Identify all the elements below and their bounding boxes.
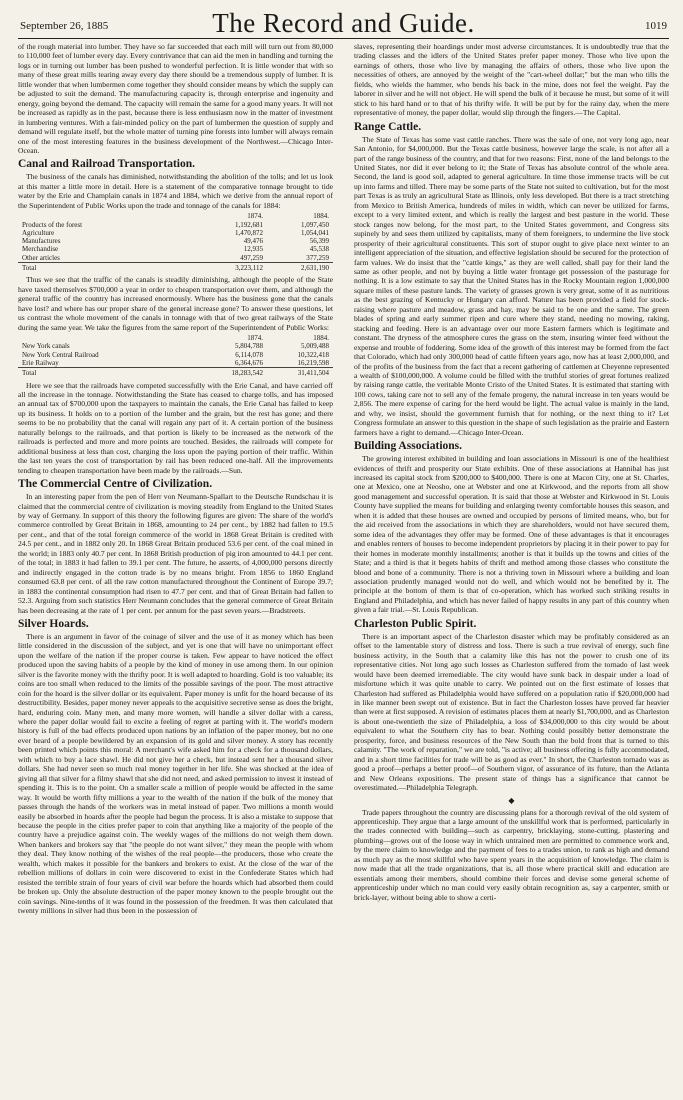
charleston-paragraph: There is an important aspect of the Charleston disaster which may be profitably considered as an offset to the lamentable story of distress and loss. There is such a true revival of energy, such fine business activity, in the South that a calamity like this has not the power to crush one of its representative cities. Not long ago such losses as Charleston suffered from the tornado of last week would have been deemed irremediable. The city would have sunk back in despair under a load of misfortune which it was quite unable to carry. We pointed out on the first estimate of losses that Charleston had suffered as Philadelphia would have suffered on a population ratio if $20,000,000 had in like manner been swept out of existence. But in fact the Charleston losses have proved far heavier than were at first supposed. A revision of estimates places them at nearly $1,700,000, and as Charleston is about one-twentieth the size of Philadelphia, a loss of $34,000,000 to this city would be about equivalent to what the Southern city has to bear. Nothing could possibly better demonstrate the prosperity, force, and business resources of the New South than the bold front that is turned to this calamity. "The work of reparation," we are told, "is active; all business offering is fully accommodated, and in a short time facilities for trade will be as good as ever." In short, the Charleston tornado was as good a proof—perhaps a better proof—of Southern vigor, of assurance of its future, than the Atlanta and New Orleans expositions. The present state of things has a significance that cannot be overestimated.—Philadelphia Telegraph. <box>354 631 669 793</box>
row-value: 3,223,112 <box>201 263 267 273</box>
table-row <box>18 342 333 350</box>
row-label: Total <box>18 263 201 273</box>
row-value: 10,322,418 <box>297 350 329 359</box>
row-label: Total <box>18 368 201 378</box>
page-number: 1019 <box>645 20 667 32</box>
row-label: New York canals <box>22 342 70 351</box>
row-value: 12,935 <box>243 245 263 254</box>
masthead <box>18 6 669 39</box>
row-value: 1,192,681 <box>235 220 263 229</box>
right-column <box>354 42 669 1097</box>
table-year-header: 1884. <box>313 212 329 221</box>
row-value: 16,219,598 <box>297 358 329 367</box>
publication-title: The Record and Guide. <box>212 8 475 38</box>
row-value: 31,411,504 <box>267 368 333 378</box>
table-row <box>18 254 333 263</box>
commercial-paragraph: In an interesting paper from the pen of Herr von Neumann-Spallart to the Deutsche Rundschau it is claimed that the commercial centre of civilization is moving steadily from England to the United States by way of Germany. In support of this theory the following figures are given: The share of the world's commerce controlled by Great Britain in 1868, amounting to 24 per cent., by 1882 had fallen to 19.5 per cent., and that of the total foreign commerce of the world in 1868 Great Britain is credited with 24.5 per cent., and in 1882 only 20. In 1868 Great Britain produced 53.6 per cent. of the coal mined in the world; in 1883 only 40.7 per cent. In 1868 British production of pig iron amounted to 44.1 per cent. of the total; in 1883 it had fallen to 39.1 per cent. The future, he asserts, of 4,000,000 persons directly and indirectly engaged in the cotton trade is by no means bright. From 1856 to 1860 England consumed 63.8 per cent. of all the raw cotton manufactured throughout the Continent of Europe 39.7; in 1883 the continental consumption had risen to 47.7 per cent. and that of Great Britain had fallen to 52.3. Arguing from such statistics Herr Neumann concludes that the general commerce of Great Britain has been decreasing at the rate of 1 per cent. per annum for the past seven years.—Bradstreets. <box>18 492 333 615</box>
section-divider-ornament: ◆ <box>508 795 515 805</box>
table-row <box>18 221 333 229</box>
building-associations-paragraph: The growing interest exhibited in building and loan associations in Missouri is one of the healthiest evidences of thrift and prosperity our State exhibits. One of these associations at Hannibal has just increased its capital stock from $200,000 to $400,000. There is one at Macon City, one at St. Charles, one at Mexico, one at Neosho, one at Webster and one at Kirkwood, and the reports from all show good management and successful operation. It is said that those at Webster and Kirkwood in St. Louis County have supplied the means for building and enlarging twenty comfortable houses this season, and when it is added that these houses are owned and occupied by persons of limited means, who, but for the aid received from the associations in which they are shareholders, would not have secured them, some idea of the advantages they offer may be formed. One of these advantages is that it encourages and enables renters of houses to become independent proprietors by placing it in their power to pay for their homes in moderate monthly installments; another is that it builds up the towns and cities of the State; and a third is that it begets habits of thrift and method among those classes who constitute the blood and bone of a community. There is not a thriving town in Missouri where a building and loan association prudently managed would not do well, and which would not be benefited by it. The principle at the bottom of them is that of co-operation, which has worked such striking results in England and Philadelphia, and which has never failed of happy results in any part of this country when given a fair trial.—St. Louis Republican. <box>354 454 669 615</box>
table-row <box>18 351 333 359</box>
range-cattle-heading: Range Cattle. <box>354 120 422 133</box>
row-label: Merchandise <box>22 245 59 254</box>
silver-article-tail: slaves, representing their hoardings under most adverse circumstances. It is undoubtedly true that the trading classes and the idlers of the United States prefer paper money. Those who live upon the earnings of others, those who live by managing the affairs of others, those who live upon the necessities of others, are annoyed by the weight of the "cart-wheel dollar;" but the man who tills the fields, who wields the hammer, who bends his back in the mine, does not feel the weight. Pay the laborer in silver and he will not object. He will spend the bulk of it because he must, but some of it will stick to his hard hand or to that of his thrifty wife. It will be put by for the rainy day, when the mere representative of money, the paper dollar, would slip through the fingers.—The Capital. <box>354 42 669 118</box>
row-label: Manufactures <box>22 237 61 246</box>
table-row <box>18 245 333 253</box>
row-value: 1,097,450 <box>301 220 329 229</box>
trades-paragraph: Trade papers throughout the country are discussing plans for a thorough revival of the old system of apprenticeship. They argue that a large amount of the unskillful work that is performed, particularly in the trades connected with building—such as carpentry, bricklaying, stone-cutting, plastering and plumbing—grows out of the loose way in which untrained men are permitted to commence work and, by the mere claim to knowledge and the payment of fees to a trades union, to rank as high and demand as much pay as the most skillful who have spent years in the acquisition of knowledge. The claim is now made that all the trade organizations, that is, all those where practical skill and education are essentials among their members, should combine their forces and devise some general scheme of apprenticeship under which no man could very easily obtain recognition as, say a carpenter, smith or brick-layer, without being able to show a certi- <box>354 807 669 902</box>
table-total-row <box>18 368 333 378</box>
row-value: 6,364,676 <box>235 358 263 367</box>
building-associations-heading: Building Associations. <box>354 440 463 453</box>
row-label: Other articles <box>22 253 60 262</box>
row-value: 2,631,190 <box>267 263 333 273</box>
row-value: 1,054,041 <box>301 228 329 237</box>
table-year-header: 1884. <box>313 334 329 343</box>
row-value: 5,804,788 <box>235 342 263 351</box>
row-label: New York Central Railroad <box>22 350 99 359</box>
row-label: Erie Railway <box>22 358 59 367</box>
article-columns <box>18 42 669 1097</box>
issue-date: September 26, 1885 <box>20 20 109 32</box>
row-value: 18,283,542 <box>201 368 267 378</box>
commercial-heading: The Commercial Centre of Civilization. <box>18 478 213 491</box>
table-row <box>18 229 333 237</box>
table-year-header: 1874. <box>247 334 263 343</box>
table-row <box>18 237 333 245</box>
row-label: Agriculture <box>22 228 55 237</box>
row-value: 5,009,488 <box>301 342 329 351</box>
table-total-row <box>18 263 333 273</box>
row-value: 49,476 <box>243 237 263 246</box>
row-value: 377,259 <box>306 253 329 262</box>
row-value: 6,114,078 <box>235 350 263 359</box>
charleston-heading: Charleston Public Spirit. <box>354 617 477 630</box>
left-column <box>18 42 333 1097</box>
row-value: 56,399 <box>309 237 329 246</box>
lumber-article-tail: of the rough material into lumber. They have so far succeeded that each mill will turn out from 80,000 to 110,000 feet of lumber every day. Every contrivance that can aid the men in handling and turning the logs or in turning out lumber has been pushed to wonderful perfection. It is little wonder that with so many of these great mills tearing away every day there should be a tremendous supply of lumber. It is little wonder that when lumbermen come together they should consider means by which the supply can be adjusted to suit the demand. The manufacturing capacity is, through enterprise and ingenuity and energy, going beyond the demand. The capacity will remain the same for a good many years. It will not be increased as rapidly as in the past, because there is less enthusiasm now in the matter of investment in lumbering ventures. With a fair-minded policy on the part of lumbermen the question of supply and demand will regulate itself, but the whole matter of turning pine forests into lumber will always remain one of the most interesting features in the business development of the Northwest.—Chicago Inter-Ocean. <box>18 42 333 155</box>
silver-heading: Silver Hoards. <box>18 617 89 630</box>
canal-paragraph-2: Thus we see that the traffic of the canals is steadily diminishing, although the people of the State have taxed themselves $700,000 a year in order to cheapen transportation over them, and although the general traffic of the country has increased enormously. Where has the business gone that the canals have lost? and where has our proper share of the general increase gone? To answer these questions, let us contrast the whole movement of the canals in tonnage with that of two great railways of the State during the same year. We take the figures from the same report of the Superintendent of Public Works: <box>18 275 333 332</box>
canal-heading: Canal and Railroad Transportation. <box>18 158 196 171</box>
row-label: Products of the forest <box>22 220 83 229</box>
canal-tonnage-table <box>18 212 333 272</box>
table-row <box>18 359 333 368</box>
canal-paragraph-3: Here we see that the railroads have competed successfully with the Erie Canal, and have carried off all the increase in the tonnage. Notwithstanding the State has ceased to charge tolls, and has imposed an annual tax of $700,000 upon the taxpayers to maintain the canals, the Erie Canal has failed to keep up its business. It holds on to a portion of the lumber and the grain, but the rest has gone; and there seems to be no probability that the canal will regain any part of it. A certain portion of the business naturally belongs to the railroads, and that portion is likely to be increased as the network of the railroads is perfected and more and more points are touched. Besides, the railroads will compete for additional business at less than cost, charging the loss upon the paying portion of their traffic. Within the last ten years the cost of transportation by rail has been reduced one-half. All the improvements tending to cheapen transportation have been made by the railroads.—Sun. <box>18 380 333 475</box>
canal-paragraph-1: The business of the canals has diminished, notwithstanding the abolition of the tolls; and let us look at this matter a little more in detail. Here is a statement of the comparative tonnage brought to tide water by the Erie and Champlain canals in 1874 and 1884, which we derive from the annual report of the Superintendent of Public Works upon the trade and tonnage of the canals for 1884: <box>18 172 333 210</box>
row-value: 497,259 <box>240 253 263 262</box>
railway-tonnage-table <box>18 334 333 377</box>
table-year-header: 1874. <box>247 212 263 221</box>
row-value: 1,470,872 <box>235 228 263 237</box>
row-value: 45,538 <box>309 245 329 254</box>
range-cattle-paragraph: The State of Texas has some vast cattle ranches. There was the sale of one, not very long ago, near San Antonio, for $4,000,000. But the Texas cattle business, however large the scale, is not after all a part of the range business of the country, and that for two reasons: First, none of the land belongs to the United States, nor did it ever belong to it; the State of Texas has absolute control of the whole area. Second, the land is good soil, adapted to general agriculture. In time those immense tracts will be cut up into farms and tilled. There may be some parts of the State not suited to cultivation, but for the most part Texas is as truly an agricultural State as Illinois, only less developed. But there is a tract stretching from Mexico to British America, hundreds of miles in width, which can never be utilized for farms, except to a very limited extent, and which is really the largest and best pasture in the world. These stock ranges now belong, for the most part, to the United States government, and Congress sits supinely by and sees them utilized by capitalists, many of them foreigners, to undermine the live stock prosperity of their agricultural constituents. This sort of stupor ought to give place next winter to an intelligent appreciation of the situation, and effective legislation should be secured for the protection of farm values. We do insist that the "cattle kings," as they are well called, shall pay for their land the same as other people, and not by buying a little water frontage get possession of the pasturage for nothing. It is a low estimate to say that the United States has in the Rocky Mountain region 1,000,000 square miles of these pasture lands. The variety of grasses grown is very great, some of it as nutritious as the best grazing of Kentucky or Hungary can afford. Nature has been provided a field for stock-raising where pasture and meadow, grass and hay, may be said to be one and the same. The green blades of spring and early summer ripen and cure where they stand, needing no mowing, raking, stacking and feeding. Here is an advantage over our more Eastern farmers which is legitimate and constant. The dryness of the atmosphere cures the grass on the stem, insuring winter feed without the expense and trouble of foddering. Some idea of the growth of this interest may be formed from the fact that Colorado, which had only 300,000 head of cattle fifteen years ago, now has at least 2,000,000, and of the profits of the business from the fact that a recent gathering of cattlemen at Cheyenne represented a wealth of $100,000,000. A volume could be filled with the truthful stories of great fortunes realized by raising range cattle, the veritable Monte Cristo of the United States. It is estimated that starting with 100 cows, taking care not to sell any of the female progeny, the natural increase in ten years would be 2,856. The mere expense of caring for the herd would be light. The actual value is mainly in the land, and why, we insist, should the government furnish that for nothing, or the next thing to it? Let Congress formulate an answer to this question in the shape of such legislation as the prairie and Eastern farmers have a right to demand.—Chicago Inter-Ocean. <box>354 134 669 437</box>
silver-paragraph: There is an argument in favor of the coinage of silver and the use of it as money which has been little considered in the discussion of the subject, and yet is one that will have no unimportant effect upon the welfare of the nation if the proper course is taken. Few appear to have noticed the effect produced upon the saving habits of a people by the kind of money in use among them. In our opinion silver is the favorite money with the thrifty poor. It is well adapted to hoarding. Gold is too valuable; its coins are too small when reduced to the limits of the possible savings of the poor. The most attractive coin for the hoard is the silver dollar or its equivalent. Paper money is unfit for the hoard because of its destructibility. Besides, paper money never appeals to the acquisitive secretive sense as does the bright, hard, enduring coin. Many men, and many more women, will handle a silver dollar with a caress, where the paper dollar would fail to excite a feeling of regret at parting with it. The world's modern history is full of the bad effects produced upon nations by an inflation of the paper money, but no one ever heard of a people bewildered by an expansion of its gold and silver money. A story has recently been printed which points this moral: A merchant's wife asked him for a check for a thousand dollars, with which to buy a lace shawl. He did not give her a check, but instead sent her a thousand silver dollars. She had never seen so much real money together in her life. She was shocked at the idea of giving all that silver for a filmy shawl that she did not need, and asked permission to invest it instead of spending it. This is to the point. On a smaller scale a million of people would be affected in the same way. It would be worth fifty millions a year to the wealth of the nation if the bulk of the money that passes through the hands of the workers was in metal instead of paper. Two millions a month would easily be absorbed in hoards after the people had begun the process. It is also a mistake to suppose that because the people in the cities prefer paper to coin that anything like a majority of the people of the country have a prejudice against coin. The weekly wages of the millions do not weigh them down. When bankers and brokers say that "the people do not want silver," they mean the people with whom they deal. They know nothing of the wishes of the real people—the producers, those who create the wealth, which makes it possible for the bankers and brokers to exist. At the close of the war of the rebellion millions of dollars in coin were discovered to exist in the Confederate States which had resisted the terrible strain of four years of civil war before the hoards which had absorbed them could be broken up. Only the absolute destruction of the paper money known to the people brought out the coin savings. Nine-tenths of it was found in the possession of the freedmen. It was then calculated that twenty millions in silver had thus been in the possession of <box>18 631 333 916</box>
